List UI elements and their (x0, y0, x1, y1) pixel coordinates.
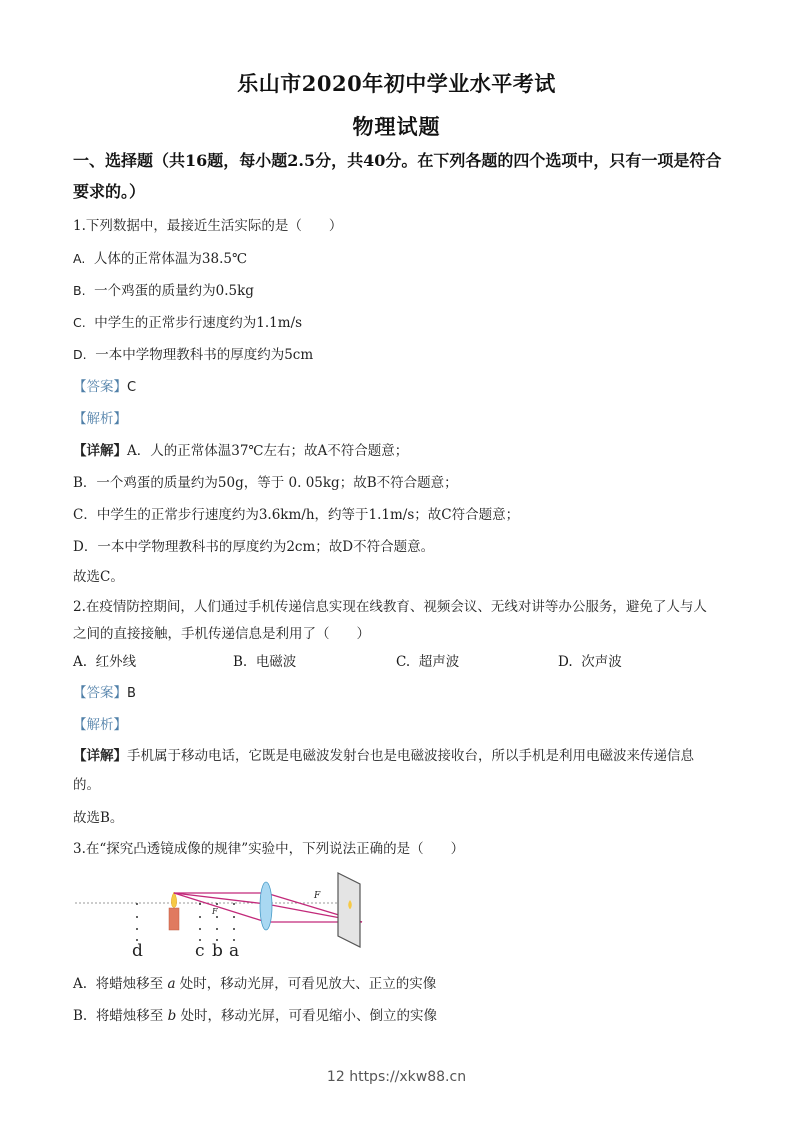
page-footer (0, 1069, 793, 1085)
detail-label: 【详解】 (73, 748, 127, 764)
option-variable: a (167, 976, 176, 992)
option-label: D. (73, 347, 87, 362)
q2-detail-line-1 (73, 744, 694, 764)
option-label: B. (233, 654, 248, 670)
answer-label: 【答案】 (73, 685, 127, 701)
convex-lens-diagram (70, 862, 390, 962)
option-label: A. (73, 654, 88, 670)
option-text: 一个鸡蛋的质量约为0.5kg (94, 283, 254, 299)
q3-option-a (73, 972, 436, 992)
q1-option-d (73, 343, 313, 363)
footer-link[interactable]: https://xkw88.cn (349, 1069, 467, 1085)
option-label: A. (73, 251, 86, 266)
q2-stem-line-1: 2.在疫情防控期间，人们通过手机传递信息实现在线教育、视频会议、无线对讲等办公服务，避免了人与人 (73, 599, 707, 615)
option-label: C. (396, 654, 411, 670)
option-text-pre: 将蜡烛移至 (95, 976, 164, 992)
page-number: 12 (326, 1069, 345, 1085)
q2-detail-line-2: 的。 (73, 777, 100, 793)
option-label: B. (73, 1008, 88, 1024)
point-label-d: d (132, 941, 143, 961)
answer-value: B (127, 686, 136, 701)
q2-conclusion: 故选B。 (73, 810, 124, 826)
q3-option-b (73, 1004, 437, 1024)
option-variable: b (167, 1008, 177, 1024)
option-text: 中学生的正常步行速度约为1.1m/s (94, 315, 303, 331)
q2-analysis-label: 【解析】 (73, 717, 127, 733)
option-text: 超声波 (418, 654, 460, 670)
focus-label-right: F (314, 891, 321, 901)
option-label: D. (558, 654, 573, 670)
q1-detail-line-4: D．一本中学物理教科书的厚度约为2cm；故D不符合题意。 (73, 539, 435, 555)
point-label-a: a (229, 941, 240, 961)
q2-answer (73, 681, 136, 701)
q2-stem-line-2: 之间的直接接触，手机传递信息是利用了（ ） (73, 626, 370, 642)
option-text: 电磁波 (255, 654, 297, 670)
q1-detail-line-2: B．一个鸡蛋的质量约为50g，等于 0. 05kg；故B不符合题意； (73, 475, 458, 491)
q1-stem: 1.下列数据中，最接近生活实际的是（ ） (73, 218, 343, 234)
q3-stem: 3.在“探究凸透镜成像的规律”实验中，下列说法正确的是（ ） (73, 841, 465, 857)
q2-options (73, 650, 693, 670)
detail-text: 手机属于移动电话，它既是电磁波发射台也是电磁波接收台，所以手机是利用电磁波来传递信息 (127, 748, 694, 764)
answer-label: 【答案】 (73, 379, 127, 395)
option-text: 一本中学物理教科书的厚度约为5cm (95, 347, 314, 363)
option-label: A. (73, 976, 88, 992)
q1-detail-line-3: C．中学生的正常步行速度约为3.6km/h，约等于1.1m/s；故C符合题意； (73, 507, 520, 523)
detail-text: A．人的正常体温37℃左右；故A不符合题意； (127, 443, 409, 459)
exam-title: 乐山市2020年初中学业水平考试 (237, 71, 556, 96)
q1-option-c (73, 311, 302, 331)
lens-ray-diagram-svg (70, 862, 390, 962)
q1-detail-line-1 (73, 439, 408, 459)
q1-conclusion: 故选C。 (73, 569, 124, 585)
q1-option-a (73, 247, 247, 267)
option-text: 人体的正常体温为38.5℃ (93, 251, 248, 267)
option-text-pre: 将蜡烛移至 (95, 1008, 164, 1024)
focus-label-left: F (212, 907, 218, 916)
point-label-c: c (195, 941, 205, 961)
q1-answer (73, 375, 136, 395)
option-text: 红外线 (95, 654, 137, 670)
detail-label: 【详解】 (73, 443, 127, 459)
q2-option-b (233, 650, 296, 670)
q2-option-d (558, 650, 622, 670)
exam-subtitle: 物理试题 (352, 114, 441, 139)
section-heading: 一、选择题（共16题，每小题2.5分，共40分。在下列各题的四个选项中，只有一项是符合要求的。） (73, 151, 722, 201)
q2-option-c (396, 650, 459, 670)
option-text-post: 处时，移动光屏，可看见缩小、倒立的实像 (180, 1008, 438, 1024)
q1-option-b (73, 279, 254, 299)
option-text: 次声波 (581, 654, 622, 670)
q2-option-a (73, 650, 136, 670)
q1-analysis-label: 【解析】 (73, 411, 127, 427)
option-label: C. (73, 315, 86, 330)
answer-value: C (127, 380, 137, 395)
option-text-post: 处时，移动光屏，可看见放大、正立的实像 (179, 976, 437, 992)
point-label-b: b (212, 941, 223, 961)
option-label: B. (73, 283, 86, 298)
